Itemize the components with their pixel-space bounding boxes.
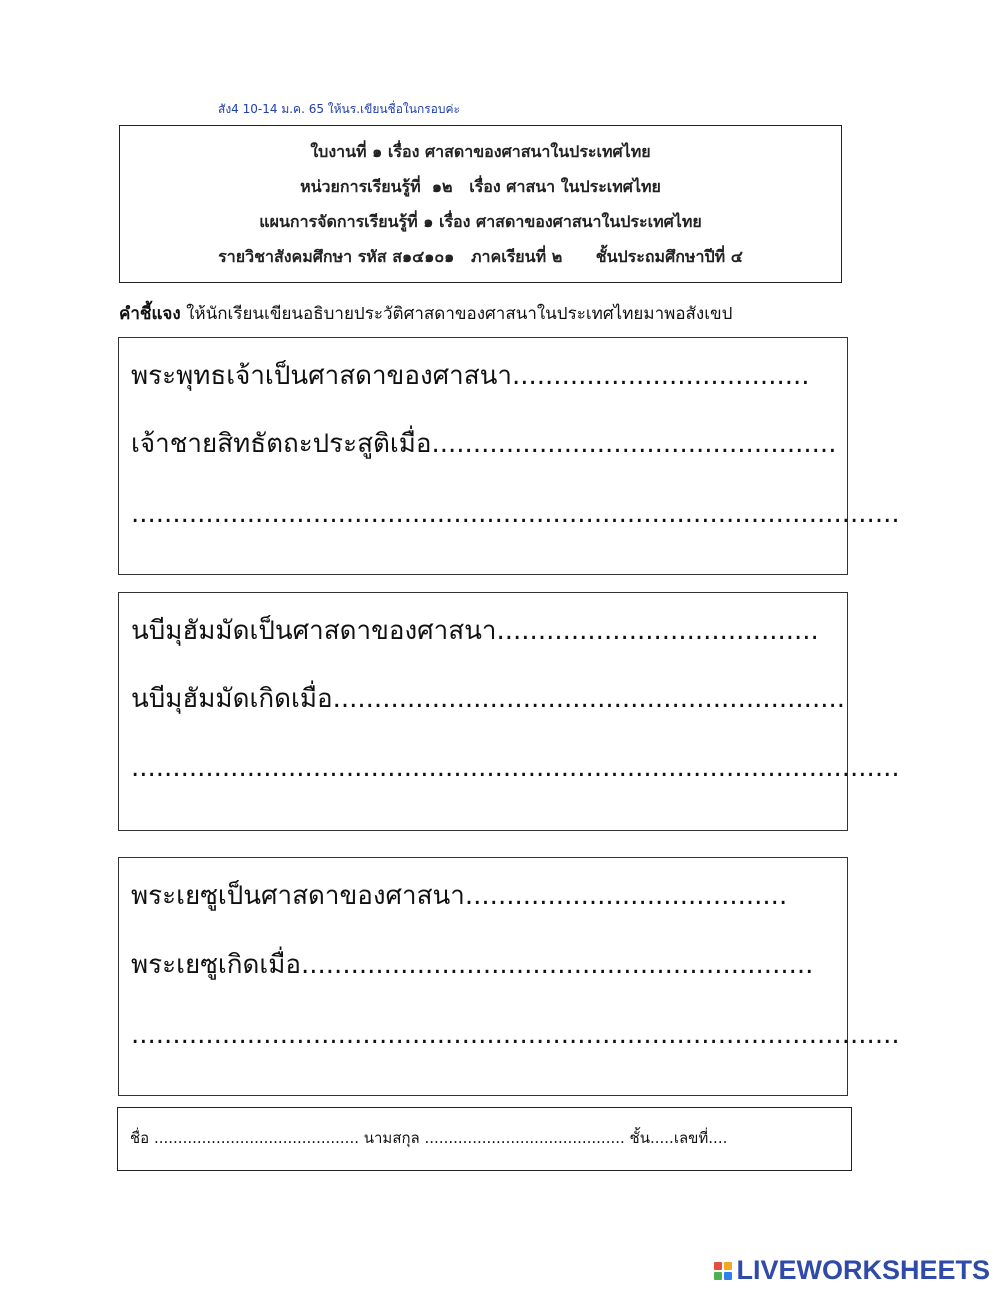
question-box-buddha <box>118 337 900 575</box>
header-line-4: รายวิชาสังคมศึกษา รหัส ส๑๔๑๐๑ ภาคเรียนที่ ๒ ชั้นประถมศึกษาปีที่ ๔ <box>218 247 743 266</box>
header-line-3: แผนการจัดการเรียนรู้ที่ ๑ เรื่อง ศาสดาของศาสนาในประเทศไทย <box>259 212 702 231</box>
instruction-label: คำชี้แจง <box>119 304 181 324</box>
header-line-2: หน่วยการเรียนรู้ที่ ๑๒ เรื่อง ศาสนา ในประเทศไทย <box>300 177 661 196</box>
question-box-muhammad <box>118 592 900 831</box>
instruction-text: ให้นักเรียนเขียนอธิบายประวัติศาสดาของศาสนาในประเทศไทยมาพอสังเขป <box>180 304 733 324</box>
answer-field-extra[interactable]: ............................................................................................. <box>131 1020 900 1050</box>
liveworksheets-logo-icon <box>714 1262 732 1280</box>
question-box-jesus <box>118 857 900 1096</box>
answer-field-religion[interactable]: นบีมุฮัมมัดเป็นศาสดาของศาสนา....................................... <box>131 616 819 646</box>
instruction <box>119 300 732 327</box>
liveworksheets-logo <box>714 1255 990 1286</box>
logo-text: LIVEWORKSHEETS <box>736 1255 990 1285</box>
answer-field-extra[interactable]: ............................................................................................. <box>131 499 900 529</box>
worksheet-header <box>119 125 842 283</box>
student-name-field[interactable]: ชื่อ ........................................... นามสกุล .......................................... ชั้น.....เลขที่.... <box>117 1107 852 1171</box>
answer-field-religion[interactable]: พระเยซูเป็นศาสดาของศาสนา....................................... <box>131 881 788 911</box>
top-note: สัง4 10-14 ม.ค. 65 ให้นร.เขียนชื่อในกรอบค่ะ <box>218 102 460 116</box>
header-line-1: ใบงานที่ ๑ เรื่อง ศาสดาของศาสนาในประเทศไทย <box>310 142 651 161</box>
answer-field-birth[interactable]: พระเยซูเกิดเมื่อ.............................................................. <box>131 950 814 980</box>
answer-field-birth[interactable]: นบีมุฮัมมัดเกิดเมื่อ.............................................................. <box>131 684 846 714</box>
answer-field-birth[interactable]: เจ้าชายสิทธัตถะประสูติเมื่อ................................................. <box>131 429 837 459</box>
answer-field-religion[interactable]: พระพุทธเจ้าเป็นศาสดาของศาสนา.................................... <box>131 361 810 391</box>
answer-field-extra[interactable]: ............................................................................................. <box>131 753 900 783</box>
